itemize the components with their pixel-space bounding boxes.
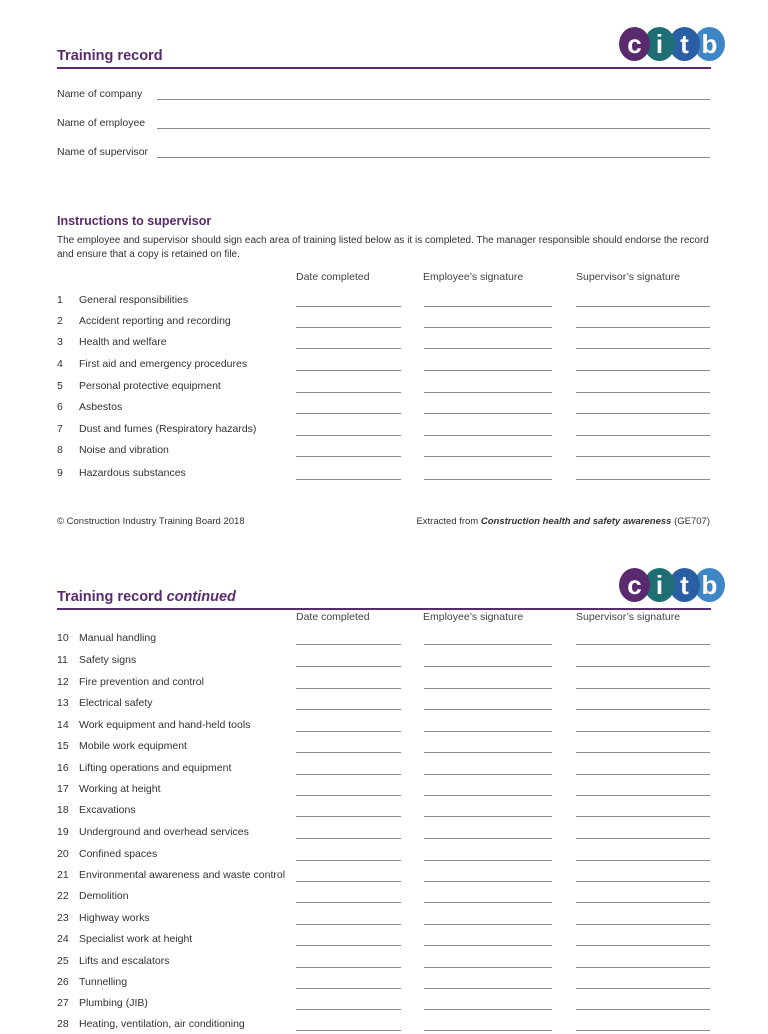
date-completed-field[interactable]: [296, 666, 401, 667]
company-label: Name of company: [57, 88, 143, 100]
supervisor-signature-field[interactable]: [576, 795, 710, 796]
col-employee-signature: Employee’s signature: [423, 611, 524, 623]
employee-signature-field[interactable]: [424, 644, 552, 645]
employee-signature-field[interactable]: [424, 838, 552, 839]
supervisor-signature-field[interactable]: [576, 967, 710, 968]
citb-logo: [619, 27, 725, 61]
source-suffix: (GE707): [671, 516, 710, 527]
employee-signature-field[interactable]: [424, 1009, 552, 1010]
training-item-row: [57, 890, 711, 906]
training-item-row: [57, 423, 711, 439]
item-number: 25: [57, 955, 69, 967]
item-number: 21: [57, 869, 69, 881]
supervisor-label: Name of supervisor: [57, 146, 149, 158]
citb-logo: [619, 568, 725, 602]
date-completed-field[interactable]: [296, 413, 401, 414]
item-label: Tunnelling: [79, 976, 128, 988]
date-completed-field[interactable]: [296, 1030, 401, 1031]
training-item-row: [57, 632, 711, 648]
employee-signature-field[interactable]: [424, 731, 552, 732]
item-number: 15: [57, 740, 69, 752]
item-label: Highway works: [79, 912, 150, 924]
training-item-row: [57, 401, 711, 417]
training-item-row: [57, 933, 711, 949]
date-completed-field[interactable]: [296, 795, 401, 796]
date-completed-field[interactable]: [296, 731, 401, 732]
training-item-row: [57, 826, 711, 842]
item-number: 16: [57, 762, 69, 774]
supervisor-signature-field[interactable]: [576, 709, 710, 710]
logo-letter-t: t: [669, 568, 700, 602]
item-number: 9: [57, 467, 63, 479]
training-item-row: [57, 997, 711, 1013]
item-label: Hazardous substances: [79, 467, 186, 479]
col-date-completed: Date completed: [296, 611, 370, 623]
date-completed-field[interactable]: [296, 644, 401, 645]
item-label: Lifting operations and equipment: [79, 762, 232, 774]
item-number: 14: [57, 719, 69, 731]
item-number: 1: [57, 294, 63, 306]
item-label: Plumbing (JIB): [79, 997, 148, 1009]
employee-signature-field[interactable]: [424, 881, 552, 882]
supervisor-signature-field[interactable]: [576, 838, 710, 839]
date-completed-field[interactable]: [296, 370, 401, 371]
supervisor-signature-field[interactable]: [576, 924, 710, 925]
logo-letter-b: b: [694, 27, 725, 61]
title-rule: [57, 67, 711, 69]
training-item-row: [57, 444, 711, 460]
employee-signature-field[interactable]: [424, 902, 552, 903]
supervisor-signature-field[interactable]: [576, 752, 710, 753]
item-label: Confined spaces: [79, 848, 158, 860]
date-completed-field[interactable]: [296, 456, 401, 457]
item-label: Noise and vibration: [79, 444, 169, 456]
employee-signature-field[interactable]: [424, 967, 552, 968]
date-completed-field[interactable]: [296, 838, 401, 839]
training-item-row: [57, 1018, 711, 1034]
item-label: Accident reporting and recording: [79, 315, 231, 327]
item-label: Health and welfare: [79, 336, 167, 348]
supervisor-signature-field[interactable]: [576, 392, 710, 393]
title-rule: [57, 608, 711, 610]
instructions-text: The employee and supervisor should sign each area of training listed below as it is completed. The manager responsible should endorse the record and ensure that a copy is retained on file.: [57, 235, 709, 260]
supervisor-signature-field[interactable]: [576, 644, 710, 645]
date-completed-field[interactable]: [296, 752, 401, 753]
item-number: 26: [57, 976, 69, 988]
employee-signature-field[interactable]: [424, 392, 552, 393]
item-number: 2: [57, 315, 63, 327]
item-label: Demolition: [79, 890, 129, 902]
date-completed-field[interactable]: [296, 479, 401, 480]
training-item-row: [57, 762, 711, 778]
training-item-row: [57, 869, 711, 885]
source-footer: [416, 516, 710, 527]
training-item-row: [57, 740, 711, 756]
source-title: Construction health and safety awareness: [480, 516, 672, 527]
item-number: 4: [57, 358, 63, 370]
item-label: General responsibilities: [79, 294, 189, 306]
logo-letter-i: i: [644, 27, 675, 61]
training-item-row: [57, 912, 711, 928]
item-label: Personal protective equipment: [79, 380, 221, 392]
item-number: 10: [57, 632, 69, 644]
date-completed-field[interactable]: [296, 435, 401, 436]
item-label: Asbestos: [79, 401, 123, 413]
supervisor-signature-field[interactable]: [576, 1030, 710, 1031]
item-number: 24: [57, 933, 69, 945]
supervisor-signature-field[interactable]: [576, 860, 710, 861]
logo-letter-t: t: [669, 27, 700, 61]
employee-signature-field[interactable]: [424, 370, 552, 371]
item-number: 6: [57, 401, 63, 413]
employee-signature-field[interactable]: [424, 306, 552, 307]
employee-signature-field[interactable]: [424, 816, 552, 817]
employee-signature-field[interactable]: [424, 413, 552, 414]
employee-signature-field[interactable]: [424, 795, 552, 796]
date-completed-field[interactable]: [296, 816, 401, 817]
employee-signature-field[interactable]: [424, 860, 552, 861]
employee-field[interactable]: [157, 128, 710, 129]
item-label: Electrical safety: [79, 697, 153, 709]
training-item-row: [57, 358, 711, 374]
date-completed-field[interactable]: [296, 860, 401, 861]
training-item-row: [57, 467, 711, 483]
employee-signature-field[interactable]: [424, 924, 552, 925]
employee-signature-field[interactable]: [424, 666, 552, 667]
supervisor-signature-field[interactable]: [576, 435, 710, 436]
employee-signature-field[interactable]: [424, 435, 552, 436]
date-completed-field[interactable]: [296, 881, 401, 882]
date-completed-field[interactable]: [296, 709, 401, 710]
supervisor-signature-field[interactable]: [576, 456, 710, 457]
item-number: 11: [57, 654, 68, 666]
col-supervisor-signature: Supervisor’s signature: [576, 611, 681, 623]
date-completed-field[interactable]: [296, 988, 401, 989]
supervisor-signature-field[interactable]: [576, 370, 710, 371]
supervisor-signature-field[interactable]: [576, 688, 710, 689]
supervisor-signature-field[interactable]: [576, 413, 710, 414]
employee-signature-field[interactable]: [424, 1030, 552, 1031]
supervisor-signature-field[interactable]: [576, 816, 710, 817]
date-completed-field[interactable]: [296, 306, 401, 307]
supervisor-signature-field[interactable]: [576, 1009, 710, 1010]
item-number: 3: [57, 336, 63, 348]
item-label: Work equipment and hand-held tools: [79, 719, 251, 731]
item-number: 22: [57, 890, 69, 902]
copyright-footer: © Construction Industry Training Board 2018: [57, 516, 245, 527]
employee-signature-field[interactable]: [424, 348, 552, 349]
employee-signature-field[interactable]: [424, 774, 552, 775]
item-label: Mobile work equipment: [79, 740, 187, 752]
training-item-row: [57, 955, 711, 971]
training-item-row: [57, 976, 711, 992]
logo-letter-c: c: [619, 27, 650, 61]
item-number: 20: [57, 848, 69, 860]
item-label: Lifts and escalators: [79, 955, 170, 967]
item-number: 8: [57, 444, 63, 456]
supervisor-signature-field[interactable]: [576, 945, 710, 946]
col-employee-signature: Employee’s signature: [423, 271, 524, 283]
employee-signature-field[interactable]: [424, 752, 552, 753]
supervisor-signature-field[interactable]: [576, 988, 710, 989]
supervisor-signature-field[interactable]: [576, 306, 710, 307]
supervisor-signature-field[interactable]: [576, 666, 710, 667]
supervisor-signature-field[interactable]: [576, 902, 710, 903]
training-item-row: [57, 336, 711, 352]
date-completed-field[interactable]: [296, 774, 401, 775]
item-number: 23: [57, 912, 69, 924]
training-item-row: [57, 697, 711, 713]
supervisor-signature-field[interactable]: [576, 479, 710, 480]
training-item-row: [57, 654, 711, 670]
item-label: Heating, ventilation, air conditioning: [79, 1018, 245, 1030]
employee-signature-field[interactable]: [424, 709, 552, 710]
date-completed-field[interactable]: [296, 967, 401, 968]
supervisor-field[interactable]: [157, 157, 710, 158]
employee-signature-field[interactable]: [424, 688, 552, 689]
item-number: 5: [57, 380, 63, 392]
item-number: 12: [57, 676, 69, 688]
employee-signature-field[interactable]: [424, 479, 552, 480]
date-completed-field[interactable]: [296, 327, 401, 328]
item-label: Safety signs: [79, 654, 137, 666]
page-title: Training record: [57, 48, 163, 64]
logo-letter-c: c: [619, 568, 650, 602]
training-item-row: [57, 294, 711, 310]
date-completed-field[interactable]: [296, 924, 401, 925]
item-label: Fire prevention and control: [79, 676, 204, 688]
training-item-row: [57, 315, 711, 331]
item-number: 19: [57, 826, 69, 838]
item-label: Working at height: [79, 783, 161, 795]
logo-letter-i: i: [644, 568, 675, 602]
item-label: First aid and emergency procedures: [79, 358, 248, 370]
date-completed-field[interactable]: [296, 688, 401, 689]
item-label: Manual handling: [79, 632, 157, 644]
date-completed-field[interactable]: [296, 348, 401, 349]
supervisor-signature-field[interactable]: [576, 348, 710, 349]
item-label: Underground and overhead services: [79, 826, 249, 838]
supervisor-signature-field[interactable]: [576, 327, 710, 328]
employee-signature-field[interactable]: [424, 456, 552, 457]
item-number: 17: [57, 783, 69, 795]
date-completed-field[interactable]: [296, 945, 401, 946]
item-label: Dust and fumes (Respiratory hazards): [79, 423, 257, 435]
supervisor-signature-field[interactable]: [576, 881, 710, 882]
training-item-row: [57, 804, 711, 820]
date-completed-field[interactable]: [296, 902, 401, 903]
item-number: 28: [57, 1018, 69, 1030]
item-label: Specialist work at height: [79, 933, 193, 945]
logo-letter-b: b: [694, 568, 725, 602]
instructions-heading: Instructions to supervisor: [57, 214, 212, 228]
employee-label: Name of employee: [57, 117, 146, 129]
company-field[interactable]: [157, 99, 710, 100]
training-item-row: [57, 848, 711, 864]
source-prefix: Extracted from: [416, 516, 481, 527]
training-item-row: [57, 719, 711, 735]
page2-title: [57, 589, 236, 605]
page2-title-main: Training record: [57, 589, 167, 605]
training-item-row: [57, 676, 711, 692]
supervisor-signature-field[interactable]: [576, 774, 710, 775]
employee-signature-field[interactable]: [424, 945, 552, 946]
date-completed-field[interactable]: [296, 1009, 401, 1010]
item-number: 13: [57, 697, 69, 709]
item-number: 18: [57, 804, 69, 816]
item-number: 7: [57, 423, 63, 435]
date-completed-field[interactable]: [296, 392, 401, 393]
col-date-completed: Date completed: [296, 271, 370, 283]
item-label: Excavations: [79, 804, 136, 816]
employee-signature-field[interactable]: [424, 988, 552, 989]
training-item-row: [57, 783, 711, 799]
employee-signature-field[interactable]: [424, 327, 552, 328]
page2-title-continued: continued: [166, 589, 236, 605]
col-supervisor-signature: Supervisor’s signature: [576, 271, 681, 283]
item-number: 27: [57, 997, 69, 1009]
item-label: Environmental awareness and waste control: [79, 869, 286, 881]
supervisor-signature-field[interactable]: [576, 731, 710, 732]
training-item-row: [57, 380, 711, 396]
